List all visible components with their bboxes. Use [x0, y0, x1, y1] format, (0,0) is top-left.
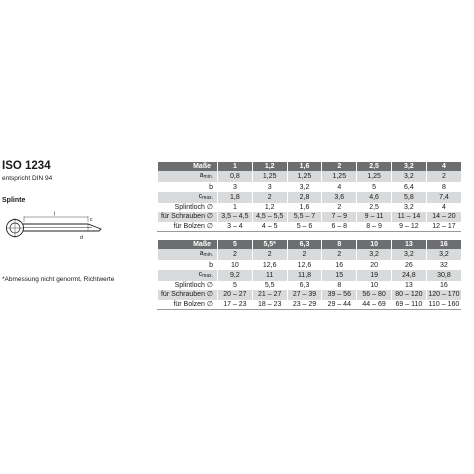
size-header: 13 [391, 240, 426, 249]
row-label [158, 182, 218, 191]
dimension-l-label: l [54, 211, 56, 218]
table-cell: 2,8 [287, 192, 322, 203]
row-label [158, 249, 218, 260]
table-cell: 2 [218, 249, 253, 260]
table-cell: 2 [322, 249, 357, 260]
table-cell: 2 [426, 171, 461, 182]
table-cell: 1,25 [287, 171, 322, 182]
table-cell: 1,25 [357, 171, 392, 182]
table-cell: 30,8 [426, 270, 461, 281]
row-label-text: c [198, 192, 203, 200]
table-cell: 4,5 – 5,5 [252, 212, 287, 221]
row-label-text: für Schrauben ∅ [160, 291, 213, 299]
table-row [158, 192, 462, 203]
table-cell: 10 [218, 260, 253, 269]
row-label [158, 290, 218, 299]
table-cell: 12,6 [287, 260, 322, 269]
table-cell: 9,2 [218, 270, 253, 281]
row-label-text: a [199, 172, 204, 180]
table-cell: 3,2 [391, 203, 426, 212]
table-row [158, 182, 462, 191]
table-cell: 11,8 [287, 270, 322, 281]
row-label-text: a [199, 250, 204, 258]
size-header: 2 [322, 162, 357, 171]
table-cell: 44 – 69 [357, 300, 392, 310]
table-cell: 27 – 39 [287, 290, 322, 299]
table-cell: 8 [426, 182, 461, 191]
table-cell: 10 [357, 281, 392, 290]
row-label [158, 171, 218, 182]
table-cell: 5 [357, 182, 392, 191]
row-label-text: Splintloch ∅ [174, 281, 213, 289]
table-cell: 16 [426, 281, 461, 290]
table-cell: 23 – 29 [287, 300, 322, 310]
table-cell: 4,6 [357, 192, 392, 203]
cotter-pin-drawing [2, 208, 102, 248]
table-row [158, 212, 462, 221]
dimension-table-2 [157, 240, 461, 310]
table-cell: 3,2 [391, 249, 426, 260]
table-cell: 3,2 [357, 249, 392, 260]
table-header-row [158, 162, 462, 171]
row-label-text: Splintloch ∅ [174, 203, 213, 211]
table-cell: 12 – 17 [426, 222, 461, 232]
size-header: 1,2 [252, 162, 287, 171]
table-cell: 3,2 [426, 249, 461, 260]
table-cell: 5 – 6 [287, 222, 322, 232]
dimension-table-1 [157, 162, 461, 232]
table-cell: 110 – 160 [426, 300, 461, 310]
table-cell: 2 [322, 203, 357, 212]
table-row [158, 171, 462, 182]
size-header: 5 [218, 240, 253, 249]
header-label: Maße [158, 162, 218, 171]
row-label-subscript: max. [202, 272, 213, 279]
table-cell: 0,8 [218, 171, 253, 182]
table-cell: 1,25 [252, 171, 287, 182]
table-cell: 2 [252, 192, 287, 203]
row-label [158, 260, 218, 269]
size-header: 1 [218, 162, 253, 171]
table-cell: 2 [252, 249, 287, 260]
table-cell: 2 [287, 249, 322, 260]
size-header: 3,2 [391, 162, 426, 171]
table-cell: 120 – 170 [426, 290, 461, 299]
table-cell: 19 [357, 270, 392, 281]
row-label [158, 212, 218, 221]
size-header: 10 [357, 240, 392, 249]
row-label-text: c [198, 270, 203, 278]
row-label [158, 281, 218, 290]
row-label [158, 192, 218, 203]
table-row [158, 290, 462, 299]
table-row [158, 270, 462, 281]
part-name: Splinte [2, 197, 26, 204]
table-cell: 20 – 27 [218, 290, 253, 299]
table-cell: 6 – 8 [322, 222, 357, 232]
table-cell: 18 – 23 [252, 300, 287, 310]
table-cell: 3,2 [391, 171, 426, 182]
table-cell: 29 – 44 [322, 300, 357, 310]
table-row [158, 249, 462, 260]
table-cell: 69 – 110 [391, 300, 426, 310]
table-row [158, 222, 462, 232]
size-header: 6,3 [287, 240, 322, 249]
row-label-text: für Bolzen ∅ [173, 222, 213, 230]
table-cell: 8 [322, 281, 357, 290]
table-cell: 1,25 [322, 171, 357, 182]
standard-reference: entspricht DIN 94 [2, 175, 53, 182]
table-cell: 7,4 [426, 192, 461, 203]
header-label: Maße [158, 240, 218, 249]
page-title: ISO 1234 [2, 160, 51, 172]
row-label [158, 203, 218, 212]
size-header: 1,6 [287, 162, 322, 171]
table-cell: 11 [252, 270, 287, 281]
table-cell: 80 – 120 [391, 290, 426, 299]
size-header: 16 [426, 240, 461, 249]
table-cell: 5,5 – 7 [287, 212, 322, 221]
table-cell: 12,6 [252, 260, 287, 269]
table-cell: 3,5 – 4,5 [218, 212, 253, 221]
table-cell: 21 – 27 [252, 290, 287, 299]
table-cell: 3,2 [287, 182, 322, 191]
dimension-d-label: d [80, 235, 83, 241]
table-body [158, 171, 462, 231]
row-label-subscript: min. [203, 252, 213, 259]
table-row [158, 281, 462, 290]
table-cell: 4 [426, 203, 461, 212]
table-cell: 32 [426, 260, 461, 269]
table-cell: 11 – 14 [391, 212, 426, 221]
table-cell: 3,6 [322, 192, 357, 203]
table-cell: 1,2 [252, 203, 287, 212]
size-header: 8 [322, 240, 357, 249]
table-cell: 16 [322, 260, 357, 269]
row-label-text: für Bolzen ∅ [173, 300, 213, 308]
table-cell: 9 – 11 [357, 212, 392, 221]
table-cell: 1,8 [218, 192, 253, 203]
table-cell: 39 – 56 [322, 290, 357, 299]
table-cell: 4 [322, 182, 357, 191]
row-label [158, 300, 218, 310]
table-cell: 14 – 20 [426, 212, 461, 221]
row-label-text: b [209, 261, 213, 269]
table-cell: 4 – 5 [252, 222, 287, 232]
size-header: 4 [426, 162, 461, 171]
table-cell: 13 [391, 281, 426, 290]
row-label-text: b [209, 183, 213, 191]
table-cell: 3 – 4 [218, 222, 253, 232]
table-cell: 5,5 [252, 281, 287, 290]
table-cell: 3 [218, 182, 253, 191]
table-row [158, 260, 462, 269]
table-cell: 17 – 23 [218, 300, 253, 310]
row-label-subscript: min. [203, 174, 213, 181]
table-cell: 8 – 9 [357, 222, 392, 232]
table-cell: 3 [252, 182, 287, 191]
table-cell: 15 [322, 270, 357, 281]
table-header-row [158, 240, 462, 249]
table-cell: 56 – 80 [357, 290, 392, 299]
table-row [158, 203, 462, 212]
table-cell: 9 – 12 [391, 222, 426, 232]
size-header: 2,5 [357, 162, 392, 171]
footnote: *Abmessung nicht genormt, Richtwerte [2, 276, 115, 283]
table-cell: 2,5 [357, 203, 392, 212]
size-header: 5,5* [252, 240, 287, 249]
table-cell: 20 [357, 260, 392, 269]
table-cell: 24,8 [391, 270, 426, 281]
table-cell: 7 – 9 [322, 212, 357, 221]
table-cell: 26 [391, 260, 426, 269]
table-cell: 6,3 [287, 281, 322, 290]
row-label-text: für Schrauben ∅ [160, 213, 213, 221]
table-body [158, 249, 462, 309]
row-label-subscript: max. [202, 194, 213, 201]
table-row [158, 300, 462, 310]
table-cell: 6,4 [391, 182, 426, 191]
row-label [158, 222, 218, 232]
table-cell: 5 [218, 281, 253, 290]
table-cell: 5,8 [391, 192, 426, 203]
dimension-c-label: c [90, 217, 93, 223]
table-cell: 1,6 [287, 203, 322, 212]
heading-block [2, 160, 152, 183]
row-label [158, 270, 218, 281]
table-cell: 1 [218, 203, 253, 212]
